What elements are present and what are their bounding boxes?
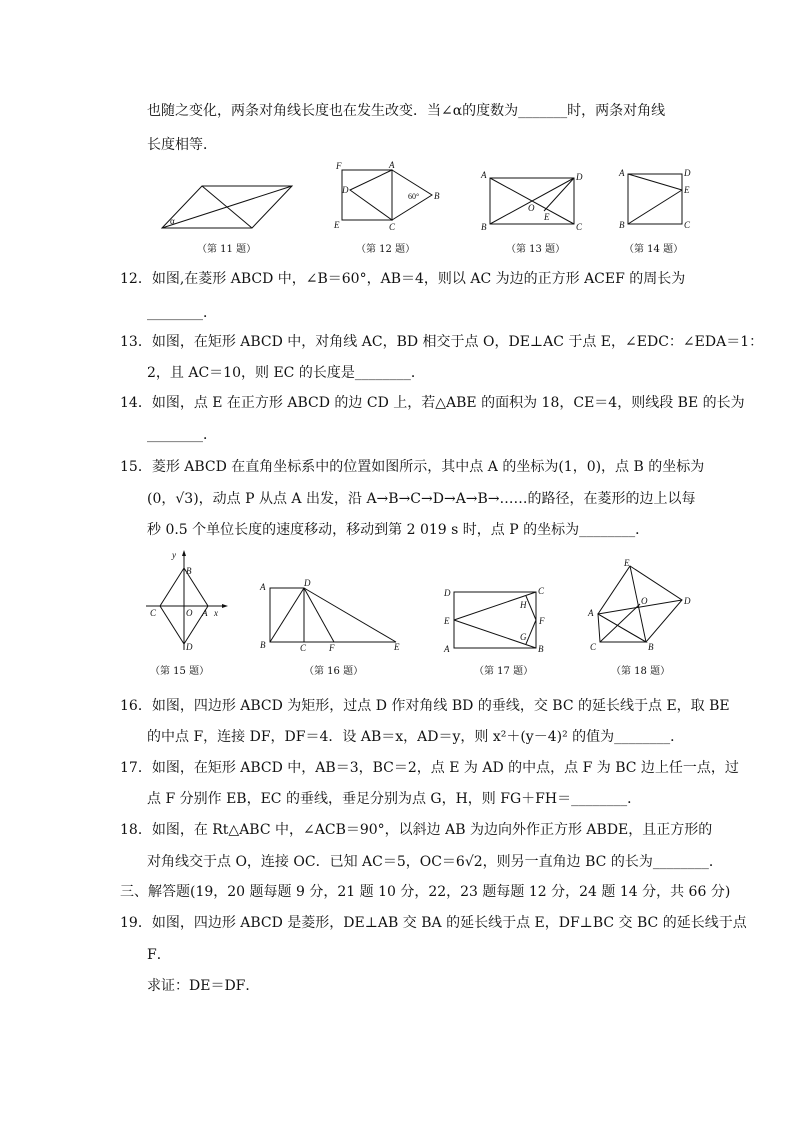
label-O: O	[641, 596, 648, 606]
label-E: E	[334, 220, 340, 230]
label-D: D	[342, 185, 349, 195]
label-F: F	[336, 161, 342, 171]
figure-18	[584, 558, 694, 652]
q16-line-1: 16．如图，四边形 ABCD 为矩形，过点 D 作对角线 BD 的垂线，交 BC 的延长线于点 E，取 BE	[120, 698, 730, 714]
figure-17	[440, 584, 550, 656]
label-y: y	[172, 550, 176, 560]
q18-line-1: 18．如图，在 Rt△ABC 中，∠ACB＝90°，以斜边 AB 为边向外作正方形 ABDE，且正方形的	[120, 822, 713, 838]
label-H: H	[520, 600, 527, 610]
q13-line-1: 13．如图，在矩形 ABCD 中，对角线 AC，BD 相交于点 O，DE⊥AC 于点 E，∠EDC：∠EDA＝1：	[120, 334, 764, 350]
intro-line-2: 长度相等．	[147, 137, 217, 153]
figure-12	[332, 160, 452, 234]
q15-line-1: 15．菱形 ABCD 在直角坐标系中的位置如图所示，其中点 A 的坐标为(1，0)，点 B 的坐标为	[120, 459, 705, 475]
q18-line-2: 对角线交于点 O，连接 OC．已知 AC＝5，OC＝6√2，则另一直角边 BC 的长为________．	[147, 854, 723, 870]
label-O: O	[528, 203, 535, 213]
label-D: D	[684, 168, 691, 178]
q14-line-2: ________．	[147, 427, 217, 443]
label-B: B	[619, 220, 625, 230]
label-F: F	[539, 616, 545, 626]
q16-line-2: 的中点 F，连接 DF，DF＝4．设 AB＝x，AD＝y，则 x²＋(y－4)² 的值为________．	[147, 729, 685, 745]
caption-fig-12: （第 12 题）	[356, 244, 416, 255]
q15-line-3: 秒 0.5 个单位长度的速度移动，移动到第 2 019 s 时，点 P 的坐标为________．	[147, 522, 650, 538]
label-D: D	[684, 596, 691, 606]
label-C: C	[576, 222, 583, 232]
q14-line-1: 14．如图，点 E 在正方形 ABCD 的边 CD 上，若△ABE 的面积为 18，CE＝4，则线段 BE 的长为	[120, 395, 745, 411]
label-B: B	[481, 222, 487, 232]
alpha-label: α	[170, 216, 175, 226]
label-E: E	[684, 185, 690, 195]
label-D: D	[304, 578, 311, 588]
label-A: A	[619, 168, 625, 178]
label-F: F	[329, 643, 335, 652]
label-E: E	[394, 642, 400, 652]
label-A: A	[444, 644, 450, 654]
q12-line-2: ________．	[147, 305, 217, 321]
label-E: E	[444, 616, 450, 626]
label-A: A	[260, 582, 266, 592]
label-O: O	[186, 608, 193, 618]
q19-line-2: F．	[147, 947, 171, 963]
label-D: D	[576, 172, 583, 182]
intro-line-1: 也随之变化，两条对角线长度也在发生改变．当∠α的度数为_______时，两条对角线	[147, 103, 666, 119]
label-G: G	[520, 632, 527, 642]
label-A: A	[481, 170, 487, 180]
caption-fig-13: （第 13 题）	[506, 244, 566, 255]
label-C: C	[684, 220, 691, 230]
label-C: C	[538, 586, 545, 596]
section-3-heading: 三、解答题(19，20 题每题 9 分，21 题 10 分，22，23 题每题 12 分，24 题 14 分，共 66 分)	[120, 884, 731, 900]
label-E: E	[544, 212, 550, 222]
caption-fig-16: （第 16 题）	[304, 666, 364, 677]
label-D: D	[444, 588, 451, 598]
q13-line-2: 2，且 AC＝10，则 EC 的长度是________．	[147, 365, 425, 381]
label-B: B	[434, 191, 440, 201]
figure-11	[158, 182, 298, 232]
label-C: C	[389, 222, 396, 232]
figure-14	[616, 166, 696, 232]
label-D: D	[186, 642, 193, 652]
q17-line-1: 17．如图，在矩形 ABCD 中，AB＝3，BC＝2，点 E 为 AD 的中点，点 F 为 BC 边上任一点，过	[120, 760, 739, 776]
figure-13	[478, 168, 588, 234]
label-A: A	[389, 160, 395, 170]
q12-line-1: 12．如图,在菱形 ABCD 中，∠B＝60°，AB＝4，则以 AC 为边的正方形 ACEF 的周长为	[120, 271, 686, 287]
caption-fig-14: （第 14 题）	[624, 244, 684, 255]
q17-line-2: 点 F 分别作 EB，EC 的垂线，垂足分别为点 G，H，则 FG＋FH＝________．	[147, 791, 642, 807]
figure-16	[256, 576, 406, 652]
label-C: C	[300, 643, 307, 652]
label-B: B	[186, 566, 192, 576]
q19-line-3: 求证：DE＝DF．	[147, 978, 260, 994]
q15-line-2: (0，√3)，动点 P 从点 A 出发，沿 A→B→C→D→A→B→……的路径，在菱形的边上以每	[147, 491, 696, 507]
caption-fig-15: （第 15 题）	[150, 666, 210, 677]
caption-fig-11: （第 11 题）	[197, 244, 257, 255]
label-60deg: 60°	[408, 192, 420, 201]
label-B: B	[538, 644, 544, 654]
label-A: A	[588, 608, 594, 618]
label-E: E	[624, 558, 630, 568]
label-x: x	[214, 608, 218, 618]
q19-line-1: 19．如图，四边形 ABCD 是菱形，DE⊥AB 交 BA 的延长线于点 E，DF⊥BC 交 BC 的延长线于点	[120, 915, 747, 931]
label-B: B	[648, 642, 654, 652]
label-C: C	[150, 608, 157, 618]
label-C: C	[590, 642, 597, 652]
label-A: A	[202, 608, 208, 618]
caption-fig-18: （第 18 题）	[611, 666, 671, 677]
figure-15	[142, 548, 228, 654]
label-B: B	[260, 640, 266, 650]
caption-fig-17: （第 17 题）	[474, 666, 534, 677]
